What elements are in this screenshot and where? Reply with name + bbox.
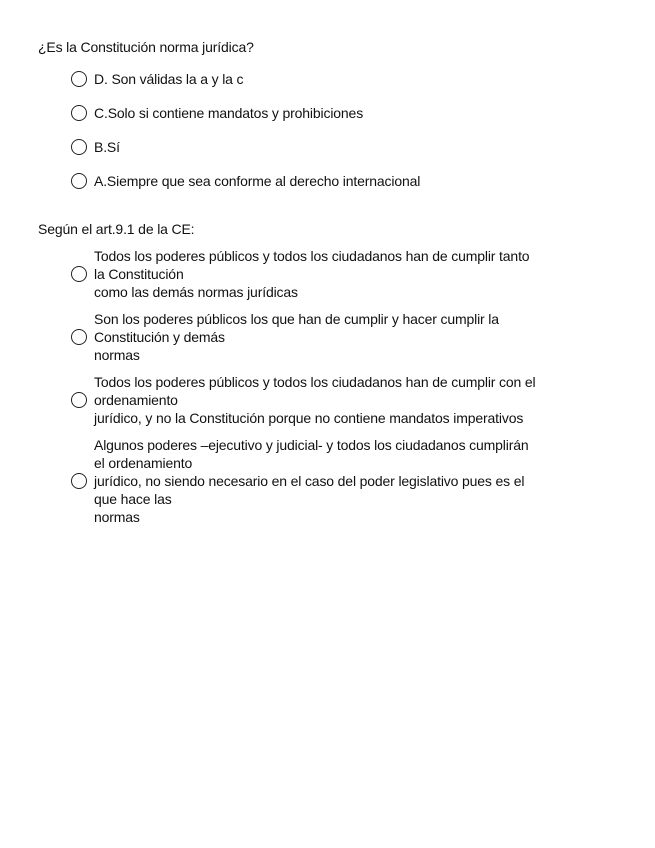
radio-button-icon[interactable] <box>71 71 87 87</box>
option-a[interactable] <box>71 170 420 192</box>
option-4-label <box>94 436 529 526</box>
option-3[interactable] <box>71 373 536 427</box>
radio-button-icon[interactable] <box>71 329 87 345</box>
option-a-label: A.Siempre que sea conforme al derecho internacional <box>94 173 421 189</box>
option-2-line-2: Constitución y demás <box>94 329 225 345</box>
option-2-line-3: normas <box>94 347 140 363</box>
option-1-label <box>94 247 529 301</box>
option-3-label <box>94 373 536 427</box>
radio-button-icon[interactable] <box>71 105 87 121</box>
question-1 <box>38 38 420 204</box>
option-c[interactable] <box>71 102 420 124</box>
radio-button-icon[interactable] <box>71 139 87 155</box>
radio-button-icon[interactable] <box>71 473 87 489</box>
option-b-label: B.Sí <box>94 139 120 155</box>
option-1-line-3: como las demás normas jurídicas <box>94 284 298 300</box>
option-4-line-3: jurídico, no siendo necesario en el caso del poder legislativo pues es el <box>94 473 525 489</box>
radio-button-icon[interactable] <box>71 173 87 189</box>
option-4-line-5: normas <box>94 509 140 525</box>
option-d-label: D. Son válidas la a y la c <box>94 71 244 87</box>
option-b[interactable] <box>71 136 420 158</box>
option-3-line-2: ordenamiento <box>94 392 178 408</box>
question-1-text: ¿Es la Constitución norma jurídica? <box>38 39 254 55</box>
option-4-line-4: que hace las <box>94 491 172 507</box>
option-4[interactable] <box>71 436 536 526</box>
option-2[interactable] <box>71 310 536 364</box>
option-4-line-1: Algunos poderes –ejecutivo y judicial- y todos los ciudadanos cumplirán <box>94 437 529 453</box>
radio-button-icon[interactable] <box>71 392 87 408</box>
option-c-label: C.Solo si contiene mandatos y prohibiciones <box>94 105 364 121</box>
question-2-text: Según el art.9.1 de la CE: <box>38 221 195 237</box>
option-3-line-1: Todos los poderes públicos y todos los ciudadanos han de cumplir con el <box>94 374 536 390</box>
option-2-line-1: Son los poderes públicos los que han de cumplir y hacer cumplir la <box>94 311 499 327</box>
option-2-label <box>94 310 499 364</box>
option-1-line-1: Todos los poderes públicos y todos los ciudadanos han de cumplir tanto <box>94 248 530 264</box>
option-1[interactable] <box>71 247 536 301</box>
option-d[interactable] <box>71 68 420 90</box>
option-4-line-2: el ordenamiento <box>94 455 193 471</box>
question-2 <box>38 220 536 535</box>
radio-button-icon[interactable] <box>71 266 87 282</box>
option-1-line-2: la Constitución <box>94 266 184 282</box>
option-3-line-3: jurídico, y no la Constitución porque no contiene mandatos imperativos <box>94 410 524 426</box>
